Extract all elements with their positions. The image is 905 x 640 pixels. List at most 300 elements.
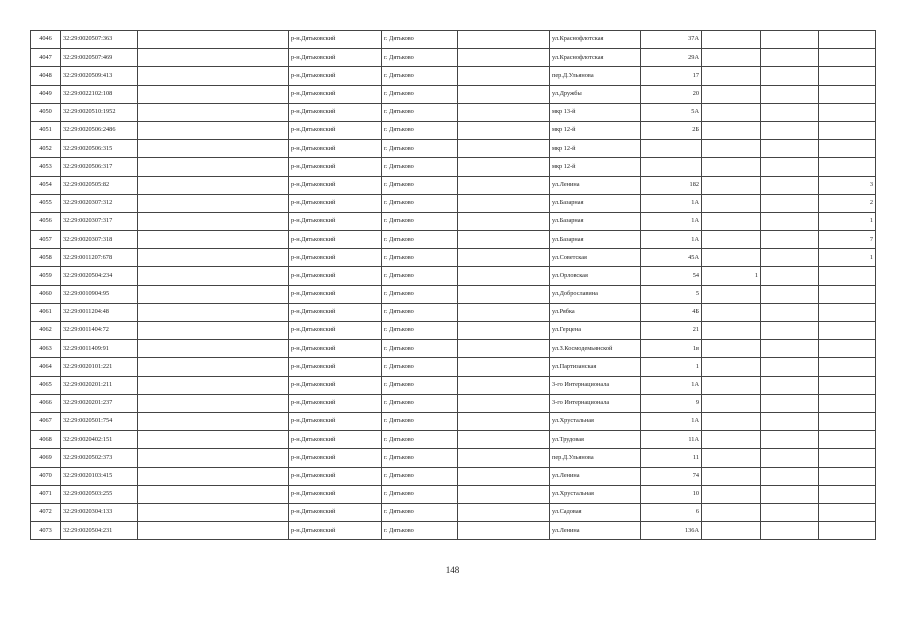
- cell-blank-6: [458, 303, 550, 321]
- cadastral-number: 32:29:0020505:82: [61, 176, 138, 194]
- row-number: 4055: [31, 194, 61, 212]
- house-number-cell: 4Б: [641, 303, 702, 321]
- cell-blank-3: [138, 194, 289, 212]
- house-number-cell: 11: [641, 449, 702, 467]
- cell-blank-3: [138, 67, 289, 85]
- cell-col-10: [761, 121, 819, 139]
- cell-col-11: [819, 394, 876, 412]
- cell-col-11: [819, 340, 876, 358]
- row-number: 4056: [31, 212, 61, 230]
- city-cell: г. Дятьково: [382, 249, 458, 267]
- cadastral-number: 32:29:0020504:234: [61, 267, 138, 285]
- district-cell: р-н.Дятьковский: [289, 85, 382, 103]
- city-cell: г. Дятьково: [382, 431, 458, 449]
- cell-blank-3: [138, 449, 289, 467]
- house-number-cell: 54: [641, 267, 702, 285]
- street-cell: ул.Орловская: [550, 267, 641, 285]
- row-number: 4047: [31, 49, 61, 67]
- row-number: 4048: [31, 67, 61, 85]
- city-cell: г. Дятьково: [382, 503, 458, 521]
- row-number: 4062: [31, 322, 61, 340]
- cell-col-9: [702, 67, 761, 85]
- cell-blank-6: [458, 85, 550, 103]
- table-row: [31, 503, 876, 521]
- cell-blank-6: [458, 322, 550, 340]
- row-number: 4059: [31, 267, 61, 285]
- cell-col-10: [761, 358, 819, 376]
- cell-blank-3: [138, 140, 289, 158]
- cell-col-11: [819, 140, 876, 158]
- city-cell: г. Дятьково: [382, 303, 458, 321]
- cell-blank-6: [458, 485, 550, 503]
- cell-blank-3: [138, 485, 289, 503]
- cadastral-number: 32:29:0020201:211: [61, 376, 138, 394]
- cell-col-9: [702, 231, 761, 249]
- cadastral-number: 32:29:0020503:255: [61, 485, 138, 503]
- house-number-cell: 5: [641, 285, 702, 303]
- street-cell: мкр 12-й: [550, 140, 641, 158]
- cell-col-11: 1: [819, 212, 876, 230]
- row-number: 4071: [31, 485, 61, 503]
- table-row: [31, 176, 876, 194]
- cell-col-10: [761, 176, 819, 194]
- district-cell: р-н.Дятьковский: [289, 31, 382, 49]
- cadastral-number: 32:29:0020507:363: [61, 31, 138, 49]
- cell-col-9: [702, 449, 761, 467]
- cell-blank-6: [458, 358, 550, 376]
- city-cell: г. Дятьково: [382, 31, 458, 49]
- city-cell: г. Дятьково: [382, 103, 458, 121]
- city-cell: г. Дятьково: [382, 449, 458, 467]
- cell-blank-6: [458, 194, 550, 212]
- cell-blank-3: [138, 121, 289, 139]
- house-number-cell: 136А: [641, 522, 702, 540]
- city-cell: г. Дятьково: [382, 121, 458, 139]
- cell-col-11: [819, 103, 876, 121]
- cell-col-11: [819, 285, 876, 303]
- cell-col-11: [819, 322, 876, 340]
- street-cell: пер.Д.Ульянова: [550, 449, 641, 467]
- district-cell: р-н.Дятьковский: [289, 449, 382, 467]
- row-number: 4057: [31, 231, 61, 249]
- cadastral-number: 32:29:0011207:678: [61, 249, 138, 267]
- district-cell: р-н.Дятьковский: [289, 358, 382, 376]
- street-cell: ул.Базарная: [550, 231, 641, 249]
- street-cell: ул.Герцена: [550, 322, 641, 340]
- house-number-cell: 29А: [641, 49, 702, 67]
- cell-col-10: [761, 431, 819, 449]
- cell-blank-3: [138, 522, 289, 540]
- cell-blank-6: [458, 503, 550, 521]
- row-number: 4052: [31, 140, 61, 158]
- cell-col-11: [819, 412, 876, 430]
- table-row: [31, 412, 876, 430]
- street-cell: ул.Хрустальная: [550, 412, 641, 430]
- table-row: [31, 322, 876, 340]
- street-cell: ул.Краснофлотская: [550, 49, 641, 67]
- city-cell: г. Дятьково: [382, 85, 458, 103]
- cell-blank-6: [458, 285, 550, 303]
- cell-col-9: 1: [702, 267, 761, 285]
- house-number-cell: 74: [641, 467, 702, 485]
- cell-col-11: [819, 158, 876, 176]
- street-cell: 3-го Интернационала: [550, 394, 641, 412]
- cell-col-9: [702, 358, 761, 376]
- cell-blank-6: [458, 376, 550, 394]
- row-number: 4049: [31, 85, 61, 103]
- house-number-cell: 11А: [641, 431, 702, 449]
- house-number-cell: [641, 140, 702, 158]
- cell-col-11: 2: [819, 194, 876, 212]
- cell-blank-6: [458, 212, 550, 230]
- table-row: [31, 267, 876, 285]
- street-cell: ул.Партизанская: [550, 358, 641, 376]
- cadastral-number: 32:29:0020502:373: [61, 449, 138, 467]
- cadastral-number: 32:29:0020506:317: [61, 158, 138, 176]
- cell-col-9: [702, 522, 761, 540]
- street-cell: 3-го Интернационала: [550, 376, 641, 394]
- cell-col-10: [761, 249, 819, 267]
- cadastral-number: 32:29:0022102:108: [61, 85, 138, 103]
- city-cell: г. Дятьково: [382, 140, 458, 158]
- table-row: [31, 140, 876, 158]
- row-number: 4061: [31, 303, 61, 321]
- cadastral-number: 32:29:0020506:2486: [61, 121, 138, 139]
- cell-col-10: [761, 267, 819, 285]
- cell-blank-3: [138, 267, 289, 285]
- cell-blank-3: [138, 103, 289, 121]
- house-number-cell: 1А: [641, 412, 702, 430]
- page-number: 148: [445, 565, 460, 575]
- cell-col-9: [702, 322, 761, 340]
- cell-col-9: [702, 485, 761, 503]
- cadastral-number: 32:29:0020510:1952: [61, 103, 138, 121]
- cell-blank-6: [458, 49, 550, 67]
- cell-col-11: 1: [819, 249, 876, 267]
- cell-col-10: [761, 449, 819, 467]
- row-number: 4068: [31, 431, 61, 449]
- cell-col-9: [702, 212, 761, 230]
- house-number-cell: 5А: [641, 103, 702, 121]
- cell-col-11: [819, 431, 876, 449]
- district-cell: р-н.Дятьковский: [289, 231, 382, 249]
- cadastral-number: 32:29:0011204:48: [61, 303, 138, 321]
- cell-col-10: [761, 485, 819, 503]
- cell-col-9: [702, 85, 761, 103]
- city-cell: г. Дятьково: [382, 376, 458, 394]
- district-cell: р-н.Дятьковский: [289, 249, 382, 267]
- street-cell: ул.З.Космодемьянской: [550, 340, 641, 358]
- cadastral-number: 32:29:0020402:151: [61, 431, 138, 449]
- house-number-cell: 1А: [641, 376, 702, 394]
- row-number: 4073: [31, 522, 61, 540]
- cell-blank-3: [138, 467, 289, 485]
- table-row: [31, 522, 876, 540]
- cell-blank-6: [458, 231, 550, 249]
- street-cell: ул.Ленина: [550, 176, 641, 194]
- cell-col-10: [761, 522, 819, 540]
- street-cell: ул.Рябка: [550, 303, 641, 321]
- city-cell: г. Дятьково: [382, 485, 458, 503]
- city-cell: г. Дятьково: [382, 194, 458, 212]
- cell-blank-3: [138, 394, 289, 412]
- cell-col-11: [819, 49, 876, 67]
- district-cell: р-н.Дятьковский: [289, 467, 382, 485]
- table-row: [31, 485, 876, 503]
- city-cell: г. Дятьково: [382, 231, 458, 249]
- city-cell: г. Дятьково: [382, 67, 458, 85]
- table-row: [31, 394, 876, 412]
- cell-col-10: [761, 231, 819, 249]
- cell-blank-3: [138, 303, 289, 321]
- street-cell: ул.Краснофлотская: [550, 31, 641, 49]
- cell-col-9: [702, 394, 761, 412]
- table-row: [31, 212, 876, 230]
- city-cell: г. Дятьково: [382, 394, 458, 412]
- cadastral-number: 32:29:0020507:469: [61, 49, 138, 67]
- cell-col-10: [761, 67, 819, 85]
- cell-blank-6: [458, 522, 550, 540]
- house-number-cell: 1А: [641, 231, 702, 249]
- cell-blank-6: [458, 140, 550, 158]
- cell-col-10: [761, 103, 819, 121]
- cadastral-number: 32:29:0010904:95: [61, 285, 138, 303]
- cell-col-9: [702, 49, 761, 67]
- cadastral-number: 32:29:0020501:754: [61, 412, 138, 430]
- city-cell: г. Дятьково: [382, 340, 458, 358]
- cell-col-11: [819, 467, 876, 485]
- cell-col-9: [702, 103, 761, 121]
- district-cell: р-н.Дятьковский: [289, 394, 382, 412]
- table-row: [31, 121, 876, 139]
- cell-blank-6: [458, 103, 550, 121]
- city-cell: г. Дятьково: [382, 322, 458, 340]
- street-cell: ул.Ленина: [550, 467, 641, 485]
- district-cell: р-н.Дятьковский: [289, 194, 382, 212]
- house-number-cell: 9: [641, 394, 702, 412]
- table-row: [31, 85, 876, 103]
- cell-blank-6: [458, 431, 550, 449]
- cell-blank-3: [138, 376, 289, 394]
- table-row: [31, 431, 876, 449]
- district-cell: р-н.Дятьковский: [289, 140, 382, 158]
- cell-blank-3: [138, 285, 289, 303]
- cell-col-11: [819, 376, 876, 394]
- cell-blank-6: [458, 249, 550, 267]
- table-row: [31, 31, 876, 49]
- cell-col-11: [819, 522, 876, 540]
- table-row: [31, 467, 876, 485]
- street-cell: пер.Д.Ульянова: [550, 67, 641, 85]
- city-cell: г. Дятьково: [382, 412, 458, 430]
- city-cell: г. Дятьково: [382, 358, 458, 376]
- cell-col-10: [761, 140, 819, 158]
- cell-col-9: [702, 340, 761, 358]
- cell-blank-6: [458, 67, 550, 85]
- cell-col-11: [819, 31, 876, 49]
- cell-col-10: [761, 376, 819, 394]
- cell-blank-3: [138, 212, 289, 230]
- cell-col-11: 3: [819, 176, 876, 194]
- cadastral-number: 32:29:0011404:72: [61, 322, 138, 340]
- cell-blank-3: [138, 31, 289, 49]
- table-row: [31, 303, 876, 321]
- street-cell: ул.Базарная: [550, 194, 641, 212]
- cell-col-10: [761, 158, 819, 176]
- district-cell: р-н.Дятьковский: [289, 158, 382, 176]
- cell-blank-3: [138, 85, 289, 103]
- cadastral-number: 32:29:0020307:317: [61, 212, 138, 230]
- cell-col-11: [819, 485, 876, 503]
- street-cell: ул.Трудовая: [550, 431, 641, 449]
- cell-col-9: [702, 194, 761, 212]
- cell-blank-3: [138, 158, 289, 176]
- cell-blank-3: [138, 358, 289, 376]
- street-cell: ул.Ленина: [550, 522, 641, 540]
- table-row: [31, 194, 876, 212]
- cell-col-9: [702, 376, 761, 394]
- table-row: [31, 376, 876, 394]
- cell-col-11: [819, 303, 876, 321]
- cell-col-11: [819, 85, 876, 103]
- cadastral-number: 32:29:0020509:413: [61, 67, 138, 85]
- city-cell: г. Дятьково: [382, 212, 458, 230]
- cell-col-10: [761, 49, 819, 67]
- city-cell: г. Дятьково: [382, 267, 458, 285]
- row-number: 4065: [31, 376, 61, 394]
- cell-blank-3: [138, 322, 289, 340]
- table-row: [31, 103, 876, 121]
- district-cell: р-н.Дятьковский: [289, 503, 382, 521]
- cell-blank-3: [138, 412, 289, 430]
- street-cell: ул.Садовая: [550, 503, 641, 521]
- row-number: 4066: [31, 394, 61, 412]
- district-cell: р-н.Дятьковский: [289, 267, 382, 285]
- cell-col-10: [761, 85, 819, 103]
- city-cell: г. Дятьково: [382, 176, 458, 194]
- district-cell: р-н.Дятьковский: [289, 121, 382, 139]
- city-cell: г. Дятьково: [382, 158, 458, 176]
- cell-col-11: [819, 121, 876, 139]
- row-number: 4050: [31, 103, 61, 121]
- cell-col-9: [702, 303, 761, 321]
- cell-col-10: [761, 503, 819, 521]
- street-cell: ул.Советская: [550, 249, 641, 267]
- cadastral-number: 32:29:0020504:231: [61, 522, 138, 540]
- street-cell: мкр 13-й: [550, 103, 641, 121]
- street-cell: мкр 12-й: [550, 121, 641, 139]
- cell-blank-3: [138, 176, 289, 194]
- cell-col-10: [761, 194, 819, 212]
- cell-blank-3: [138, 249, 289, 267]
- cell-blank-6: [458, 412, 550, 430]
- cell-col-10: [761, 212, 819, 230]
- city-cell: г. Дятьково: [382, 49, 458, 67]
- cadastral-number: 32:29:0020506:315: [61, 140, 138, 158]
- house-number-cell: [641, 158, 702, 176]
- district-cell: р-н.Дятьковский: [289, 176, 382, 194]
- row-number: 4072: [31, 503, 61, 521]
- cell-blank-3: [138, 49, 289, 67]
- cell-col-11: [819, 449, 876, 467]
- district-cell: р-н.Дятьковский: [289, 103, 382, 121]
- cell-blank-6: [458, 394, 550, 412]
- cell-col-10: [761, 394, 819, 412]
- house-number-cell: 2Б: [641, 121, 702, 139]
- cell-col-10: [761, 31, 819, 49]
- district-cell: р-н.Дятьковский: [289, 412, 382, 430]
- district-cell: р-н.Дятьковский: [289, 431, 382, 449]
- city-cell: г. Дятьково: [382, 467, 458, 485]
- cell-blank-6: [458, 340, 550, 358]
- cell-blank-3: [138, 340, 289, 358]
- cell-col-10: [761, 322, 819, 340]
- row-number: 4069: [31, 449, 61, 467]
- cadastral-number: 32:29:0020307:312: [61, 194, 138, 212]
- house-number-cell: 37А: [641, 31, 702, 49]
- house-number-cell: 17: [641, 67, 702, 85]
- city-cell: г. Дятьково: [382, 285, 458, 303]
- cell-blank-6: [458, 31, 550, 49]
- cell-col-9: [702, 31, 761, 49]
- table-row: [31, 67, 876, 85]
- cell-col-10: [761, 285, 819, 303]
- table-row: [31, 340, 876, 358]
- cell-col-9: [702, 121, 761, 139]
- cell-col-11: [819, 358, 876, 376]
- cell-blank-6: [458, 449, 550, 467]
- row-number: 4053: [31, 158, 61, 176]
- cell-blank-3: [138, 431, 289, 449]
- cell-blank-3: [138, 503, 289, 521]
- house-number-cell: 1А: [641, 194, 702, 212]
- cell-blank-6: [458, 158, 550, 176]
- cell-col-10: [761, 412, 819, 430]
- district-cell: р-н.Дятьковский: [289, 49, 382, 67]
- row-number: 4060: [31, 285, 61, 303]
- cell-col-9: [702, 176, 761, 194]
- table-row: [31, 449, 876, 467]
- cadastral-number: 32:29:0020304:133: [61, 503, 138, 521]
- cell-col-10: [761, 340, 819, 358]
- house-number-cell: 20: [641, 85, 702, 103]
- table-row: [31, 231, 876, 249]
- cell-blank-6: [458, 267, 550, 285]
- table-row: [31, 49, 876, 67]
- row-number: 4046: [31, 31, 61, 49]
- street-cell: мкр 12-й: [550, 158, 641, 176]
- row-number: 4054: [31, 176, 61, 194]
- district-cell: р-н.Дятьковский: [289, 522, 382, 540]
- row-number: 4051: [31, 121, 61, 139]
- cell-blank-6: [458, 121, 550, 139]
- table-row: [31, 358, 876, 376]
- table-row: [31, 158, 876, 176]
- cell-col-9: [702, 431, 761, 449]
- row-number: 4063: [31, 340, 61, 358]
- street-cell: ул.Дружбы: [550, 85, 641, 103]
- district-cell: р-н.Дятьковский: [289, 322, 382, 340]
- house-number-cell: 182: [641, 176, 702, 194]
- property-register-table: [30, 30, 876, 540]
- row-number: 4067: [31, 412, 61, 430]
- cadastral-number: 32:29:0020201:237: [61, 394, 138, 412]
- street-cell: ул.Базарная: [550, 212, 641, 230]
- house-number-cell: 21: [641, 322, 702, 340]
- cell-blank-3: [138, 231, 289, 249]
- cell-col-9: [702, 412, 761, 430]
- district-cell: р-н.Дятьковский: [289, 340, 382, 358]
